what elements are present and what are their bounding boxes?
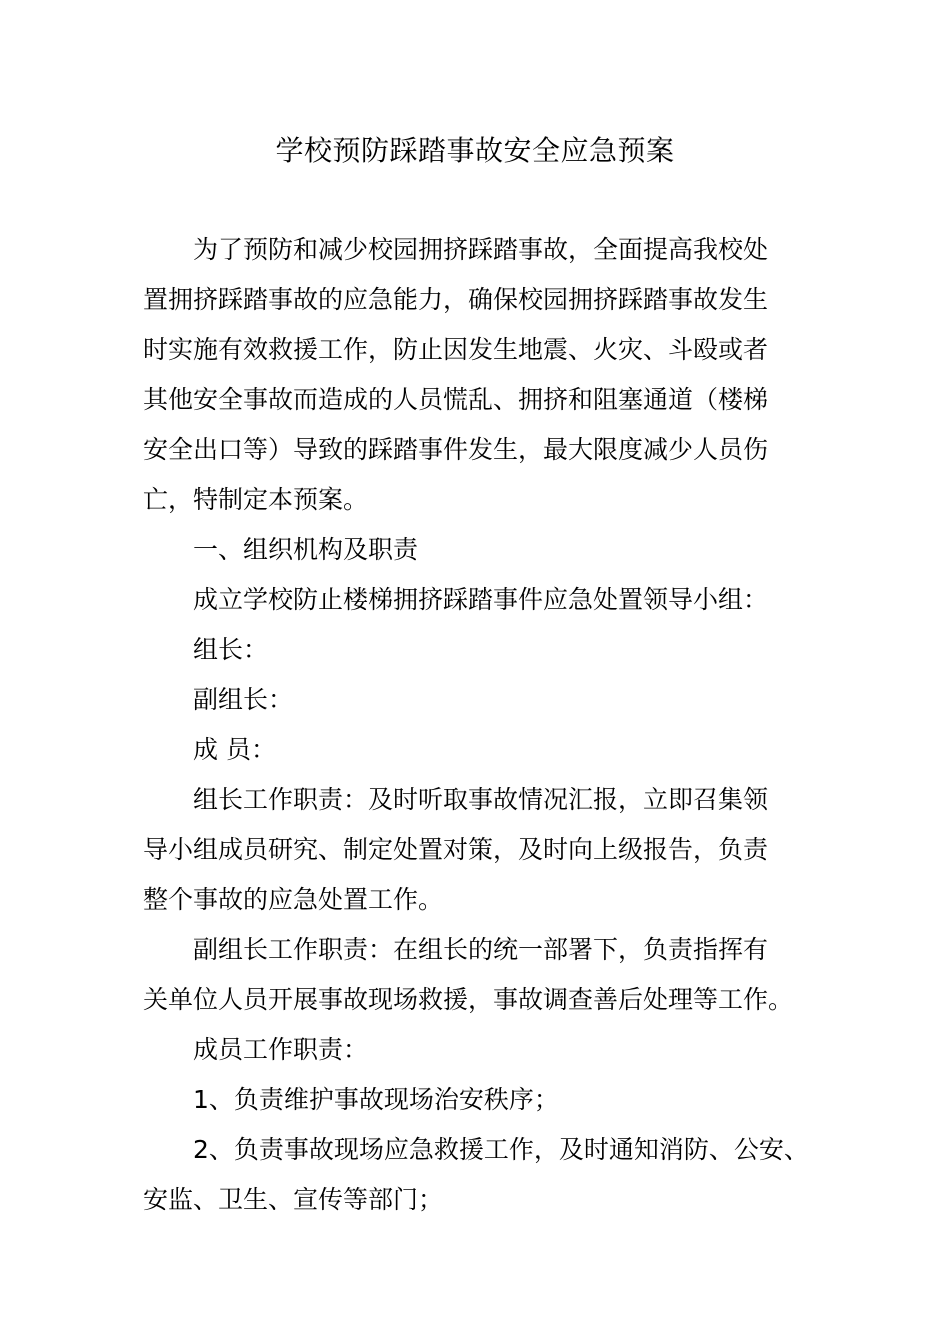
list-item: 2、负责事故现场应急救援工作，及时通知消防、公安、 — [193, 1135, 809, 1164]
paragraph-line: 时实施有效救援工作，防止因发生地震、火灾、斗殴或者 — [143, 335, 769, 364]
document-title: 学校预防踩踏事故安全应急预案 — [275, 134, 675, 167]
paragraph-line: 副组长工作职责：在组长的统一部署下，负责指挥有 — [193, 935, 769, 964]
list-item: 1、负责维护事故现场治安秩序； — [193, 1085, 559, 1114]
section-heading: 一、组织机构及职责 — [193, 535, 419, 564]
paragraph-line: 为了预防和减少校园拥挤踩踏事故，全面提高我校处 — [193, 235, 769, 264]
paragraph-line: 置拥挤踩踏事故的应急能力，确保校园拥挤踩踏事故发生 — [143, 285, 769, 314]
paragraph-line: 整个事故的应急处置工作。 — [143, 885, 444, 914]
paragraph-line: 关单位人员开展事故现场救援，事故调查善后处理等工作。 — [143, 985, 794, 1014]
paragraph-line: 导小组成员研究、制定处置对策，及时向上级报告，负责 — [143, 835, 769, 864]
list-item-continuation: 安监、卫生、宣传等部门； — [143, 1185, 444, 1214]
paragraph-line: 其他安全事故而造成的人员慌乱、拥挤和阻塞通道（楼梯 — [143, 385, 769, 414]
role-label-members: 成 员： — [193, 735, 276, 764]
paragraph-line: 亡，特制定本预案。 — [143, 485, 369, 514]
paragraph-line: 安全出口等）导致的踩踏事件发生，最大限度减少人员伤 — [143, 435, 769, 464]
role-label-deputy: 副组长： — [193, 685, 294, 714]
role-label-leader: 组长： — [193, 635, 269, 664]
paragraph-line: 组长工作职责：及时听取事故情况汇报，立即召集领 — [193, 785, 769, 814]
paragraph-line: 成立学校防止楼梯拥挤踩踏事件应急处置领导小组： — [193, 585, 769, 614]
paragraph-line: 成员工作职责： — [193, 1035, 369, 1064]
